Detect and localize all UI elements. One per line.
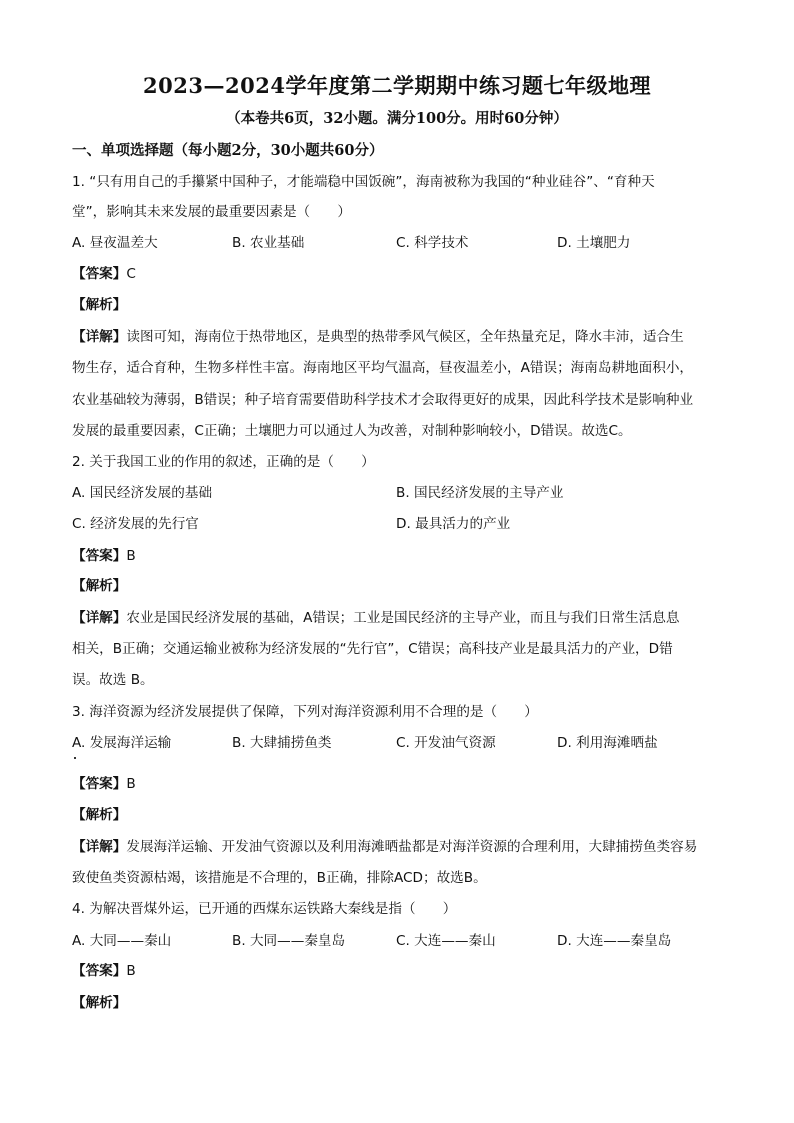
question-2-detail-line-2: 相关，B正确；交通运输业被称为经济发展的“先行官”，C错误；高科技产业是最具活力的产业，D错 [72,641,673,657]
question-1-stem-line-1: 1. “只有用自己的手攥紧中国种子，才能端稳中国饭碗”，海南被称为我国的“种业硅谷”、“育种天 [72,174,655,190]
answer-value: C [126,266,136,282]
detail-text: 农业是国民经济发展的基础，A错误；工业是国民经济的主导产业，而且与我们日常生活息息 [126,610,680,626]
question-1-option-c: C. 科学技术 [396,235,469,251]
section-title: 一、单项选择题（每小题2分，30小题共60分） [72,142,384,159]
detail-text: 读图可知，海南位于热带地区，是典型的热带季风气候区，全年热量充足，降水丰沛，适合生 [126,329,684,345]
question-2-detail-line-3: 误。故选 B。 [72,672,154,688]
page-title: 2023—2024学年度第二学期期中练习题七年级地理 [143,73,651,98]
question-1-detail-line-4: 发展的最重要因素，C正确；土壤肥力可以通过人为改善，对制种影响较小，D错误。故选C。 [72,423,632,439]
question-4-answer [72,961,136,981]
question-3-option-b: B. 大肆捕捞鱼类 [232,735,332,751]
question-4-analysis-label: 【解析】 [72,995,127,1011]
question-1-option-a: A. 昼夜温差大 [72,235,158,251]
question-4-option-d: D. 大连——秦皇岛 [557,933,672,949]
answer-label: 【答案】 [72,548,127,564]
detail-label: 【详解】 [72,610,127,626]
page-subtitle: （本卷共6页，32小题。满分100分。用时60分钟） [226,110,568,127]
answer-value: B [126,963,136,979]
question-1-detail-line-2: 物生存，适合育种，生物多样性丰富。海南地区平均气温高，昼夜温差小，A错误；海南岛耕地面积小， [72,360,694,376]
question-3-answer [72,774,136,794]
question-2-stem: 2. 关于我国工业的作用的叙述，正确的是（ ） [72,454,375,470]
question-4-stem: 4. 为解决晋煤外运，已开通的西煤东运铁路大秦线是指（ ） [72,901,457,917]
answer-value: B [126,776,136,792]
question-2-option-d: D. 最具活力的产业 [396,516,511,532]
question-2-answer [72,546,136,566]
question-1-analysis-label: 【解析】 [72,297,127,313]
question-2-analysis-label: 【解析】 [72,578,127,594]
question-1-option-d: D. 土壤肥力 [557,235,631,251]
answer-label: 【答案】 [72,776,127,792]
answer-label: 【答案】 [72,963,127,979]
question-1-option-b: B. 农业基础 [232,235,305,251]
question-4-option-c: C. 大连——秦山 [396,933,496,949]
question-3-analysis-label: 【解析】 [72,807,127,823]
detail-text: 发展海洋运输、开发油气资源以及利用海滩晒盐都是对海洋资源的合理利用，大肆捕捞鱼类容易 [126,839,698,855]
question-4-option-b: B. 大同——秦皇岛 [232,933,346,949]
question-1-detail-line-1 [72,327,684,347]
stray-dot [74,757,76,759]
answer-label: 【答案】 [72,266,127,282]
question-2-option-a: A. 国民经济发展的基础 [72,485,213,501]
question-1-stem-line-2: 堂”，影响其未来发展的最重要因素是（ ） [72,204,351,220]
question-3-option-d: D. 利用海滩晒盐 [557,735,658,751]
question-2-option-c: C. 经济发展的先行官 [72,516,199,532]
question-3-option-a: A. 发展海洋运输 [72,735,172,751]
question-3-detail-line-1 [72,837,697,857]
detail-label: 【详解】 [72,839,127,855]
answer-value: B [126,548,136,564]
question-1-detail-line-3: 农业基础较为薄弱，B错误；种子培育需要借助科学技术才会取得更好的成果，因此科学技术是影响种业 [72,392,694,408]
detail-label: 【详解】 [72,329,127,345]
question-3-stem: 3. 海洋资源为经济发展提供了保障，下列对海洋资源利用不合理的是（ ） [72,704,538,720]
question-3-detail-line-2: 致使鱼类资源枯竭，该措施是不合理的，B正确，排除ACD；故选B。 [72,870,487,886]
question-1-answer [72,264,136,284]
question-4-option-a: A. 大同——秦山 [72,933,172,949]
question-3-option-c: C. 开发油气资源 [396,735,496,751]
question-2-option-b: B. 国民经济发展的主导产业 [396,485,564,501]
question-2-detail-line-1 [72,608,679,628]
